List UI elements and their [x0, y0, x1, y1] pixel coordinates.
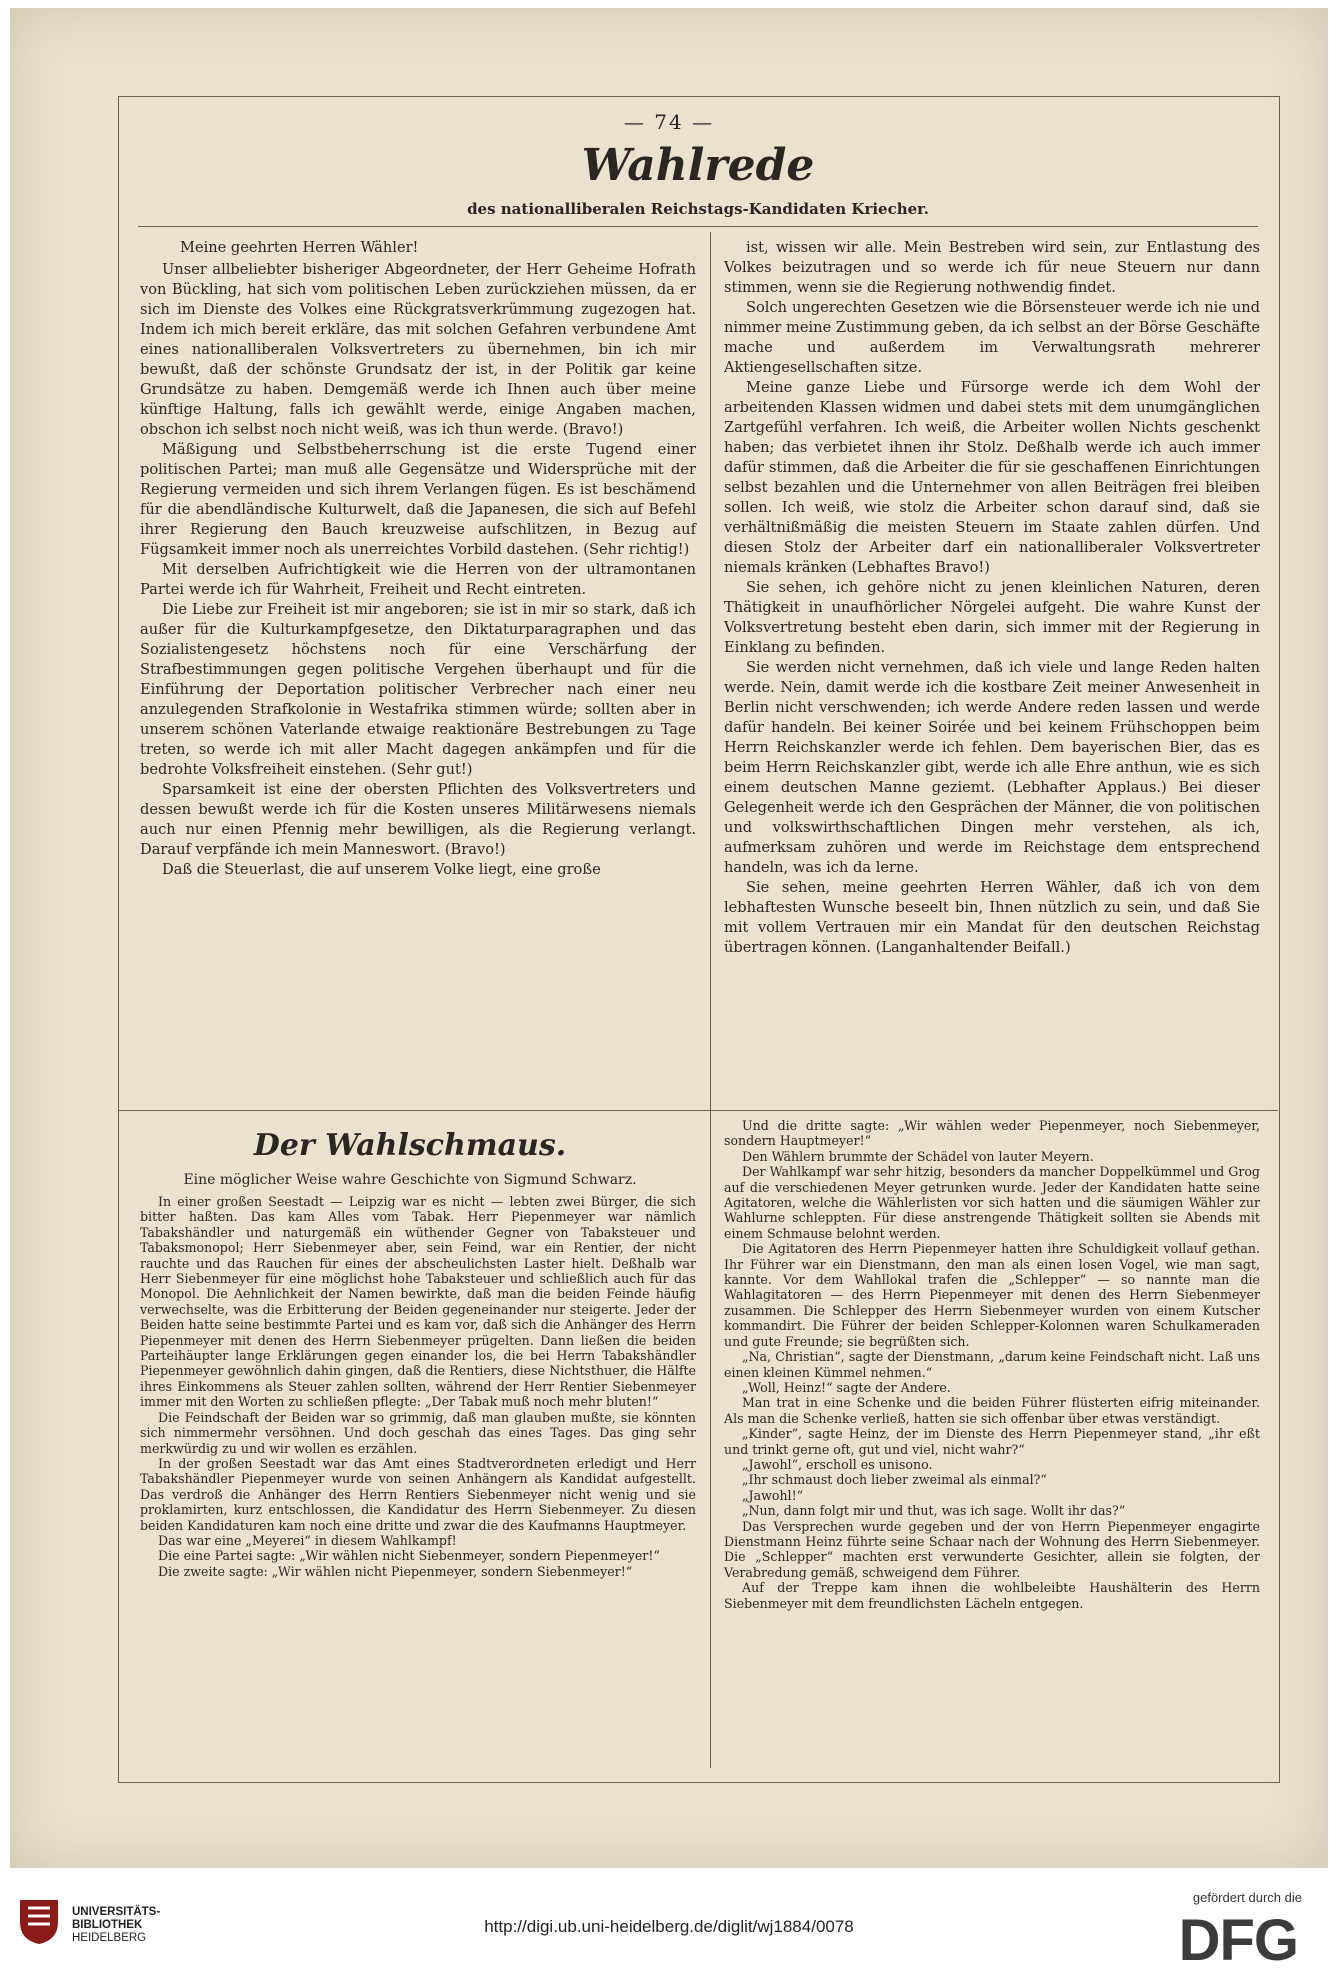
library-line-1: UNIVERSITÄTS- — [72, 1906, 161, 1918]
paragraph: ist, wissen wir alle. Mein Bestreben wird sein, zur Entlastung des Volkes beizutragen und so werde ich für neue Steuern nur dann stimmen, wenn sie die Regierung nothwendig findet. — [724, 239, 1260, 296]
paragraph: Das war eine „Meyerei“ in diesem Wahlkampf! — [158, 1532, 457, 1548]
paragraph: Sparsamkeit ist eine der obersten Pflichten des Volksvertreters und dessen bewußt werde ich für die Kosten unseres Militärwesens niemals auch nur einen Pfennig mehr bewilligen, als die Regierung verlangt. Darauf verpfände ich mein Manneswort. (Bravo!) — [140, 781, 696, 858]
column-divider-2 — [710, 1118, 711, 1768]
paragraph: „Kinder“, sagte Heinz, der im Dienste des Herrn Piepenmeyer stand, „ihr eßt und trinkt gerne oft, gut und viel, nicht wahr?“ — [724, 1426, 1260, 1457]
library-line-3: HEIDELBERG — [72, 1932, 147, 1944]
paragraph: Mit derselben Aufrichtigkeit wie die Herren von der ultramontanen Partei werde ich für Wahrheit, Freiheit und Recht eintreten. — [140, 561, 696, 598]
paragraph: Meine ganze Liebe und Fürsorge werde ich dem Wohl der arbeitenden Klassen widmen und dabei stets mit dem unumgänglichen Zartgefühl verfahren. Ich weiß, die Arbeiter wollen Nichts geschenkt haben; das verbietet ihnen ihr Stolz. Deßhalb werde ich auch immer dafür stimmen, daß die Arbeiter die für sie geschaffenen Einrichtungen selbst bezahlen und die Unternehmer von allen Beiträgen frei bleiben sollen. Ich weiß, wie stolz die Arbeiter schon darauf sind, daß sie verhältnißmäßig die meisten Steuern im Staate zahlen dürfen. Und diesen Stolz der Arbeiter darf ein nationalliberaler Volksvertreter niemals kränken (Lebhaftes Bravo!) — [724, 379, 1260, 576]
article1-right-column — [724, 238, 1260, 958]
paragraph: Und die dritte sagte: „Wir wählen weder Piepenmeyer, noch Siebenmeyer, sondern Hauptmeyer!“ — [724, 1118, 1260, 1149]
paragraph: „Ihr schmaust doch lieber zweimal als einmal?“ — [742, 1472, 1047, 1488]
paragraph: „Nun, dann folgt mir und thut, was ich sage. Wollt ihr das?“ — [742, 1503, 1126, 1519]
dfg-logo[interactable]: DFG — [1178, 1908, 1298, 1973]
paragraph: Die Liebe zur Freiheit ist mir angeboren; sie ist in mir so stark, daß ich außer für die Kulturkampfgesetze, den Diktaturparagraphen und das Sozialistengesetz höchstens noch für eine Verschärfung der Strafbestimmungen gegen politische Vergehen überhaupt und für die Einführung der Deportation politischer Verbrecher nach einer neu anzulegenden Strafkolonie in Westafrika stimmen würde; sollten aber in unserem schönen Vaterlande etwaige reaktionäre Bestrebungen zu Tage treten, so werde ich mit aller Macht dagegen ankämpfen und für die bedrohte Volksfreiheit einstehen. (Sehr gut!) — [140, 601, 696, 778]
article1-subtitle: des nationalliberalen Reichstags-Kandidaten Kriecher. — [467, 200, 929, 218]
paragraph: In der großen Seestadt war das Amt eines Stadtverordneten erledigt und Herr Tabakshändler Piepenmeyer wurde von seinen Anhängern als Kandidat aufgestellt. Das verdroß die Anhänger des Herrn Rentiers Siebenmeyer nicht wenig und sie proklamirten, kurz entschlossen, die Kandidatur des Herrn Siebenmeyer. Zu diesen beiden Kandidaturen kam noch eine dritte und zwar die des Kaufmanns Hauptmeyer. — [140, 1455, 696, 1533]
paragraph: „Woll, Heinz!“ sagte der Andere. — [742, 1379, 951, 1395]
article2-title: Der Wahlschmaus. — [253, 1128, 567, 1163]
paragraph: Den Wählern brummte der Schädel von lauter Meyern. — [742, 1148, 1094, 1164]
paragraph: „Na, Christian“, sagte der Dienstmann, „darum keine Feindschaft nicht. Laß uns einen kleinen Kümmel nehmen.“ — [724, 1349, 1260, 1380]
paragraph: In einer großen Seestadt — Leipzig war es nicht — lebten zwei Bürger, die sich bitter haßten. Das kam Alles vom Tabak. Herr Piepenmeyer war nämlich Tabakshändler und naturgemäß ein wüthender Gegner von Tabaksteuer und Tabaksmonopol; Herr Siebenmeyer aber, sein Feind, war ein Rentier, der nicht rauchte und das Rauchen für eines der abscheulichsten Laster hielt. Deßhalb war Herr Siebenmeyer für eine möglichst hohe Tabaksteuer und schließlich auch für das Monopol. Die Aehnlichkeit der Namen bewirkte, daß man die beiden Feinde häufig verwechselte, was die Erbitterung der Beiden gegeneinander nur steigerte. Jeder der Beiden hatte seine bestimmte Partei und es kam vor, daß sich die Anhänger des Herrn Piepenmeyer mit denen des Herrn Siebenmeyer prügelten. Dann ließen die beiden Parteihäupter lange Erklärungen gegen einander los, die bei Herrn Tabakshändler Piepenmeyer gewöhnlich dahin gingen, daß die Rentiers, diese Nichtsthuer, die Hälfte ihres Einkommens als Steuer zahlen sollten, während der Herr Rentier Siebenmeyer immer mit den Worten zu schließen pflegte: „Der Tabak muß noch mehr bluten!“ — [140, 1194, 696, 1410]
paragraph: Solch ungerechten Gesetzen wie die Börsensteuer werde ich nie und nimmer meine Zustimmung geben, da ich selbst an der Börse Geschäfte mache und außerdem im Verwaltungsrath mehrerer Aktiengesellschaften sitze. — [724, 299, 1260, 376]
paragraph: „Jawohl!“ — [742, 1487, 804, 1503]
paragraph: Die eine Partei sagte: „Wir wählen nicht Siebenmeyer, sondern Piepenmeyer!“ — [158, 1548, 660, 1564]
paragraph: Das Versprechen wurde gegeben und der von Herrn Piepenmeyer engagirte Dienstmann Heinz führte seine Schaar nach der Wohnung des Herrn Siebenmeyer. Die „Schlepper“ machten erst verwunderte Gesichter, allein sie folgten, der Verabredung gemäß, schweigend dem Führer. — [724, 1518, 1260, 1580]
funding-note: gefördert durch die — [1192, 1890, 1302, 1905]
paragraph: Unser allbeliebter bisheriger Abgeordneter, der Herr Geheime Hofrath von Bückling, hat sich vom politischen Leben zurückziehen müssen, da er sich im Dienste des Volkes eine Rückgratsverkrümmung zugezogen hat. Indem ich mich bereit erkläre, das mit solchen Gefahren verbundene Amt eines nationalliberalen Volksvertreters zu übernehmen, bin ich mir bewußt, daß der schönste Grundsatz der ist, in der Politik gar keine Grundsätze zu haben. Demgemäß werde ich Ihnen auch über meine künftige Haltung, falls ich gewählt werde, einige Angaben machen, obschon ich selbst noch nicht weiß, was ich thun werde. (Bravo!) — [140, 261, 696, 438]
source-url[interactable]: http://digi.ub.uni-heidelberg.de/diglit/wj1884/0078 — [484, 1917, 854, 1936]
paragraph: Die Agitatoren des Herrn Piepenmeyer hatten ihre Schuldigkeit vollauf gethan. Ihr Führer war ein Dienstmann, den man als einen losen Vogel, wie man sagt, kannte. Vor dem Wahllokal trafen die „Schlepper“ — so nannte man die Wahlagitatoren — des Herrn Piepenmeyer mit denen des Herrn Siebenmeyer zusammen. Die Schlepper des Herrn Siebenmeyer wurden von einem Kutscher kommandirt. Die Führer der beiden Schlepper-Kolonnen waren Schulkameraden und gute Freunde; sie begrüßten sich. — [724, 1241, 1260, 1349]
paragraph: Auf der Treppe kam ihnen die wohlbeleibte Haushälterin des Herrn Siebenmeyer mit dem freundlichsten Lächeln entgegen. — [724, 1580, 1260, 1611]
article1-title: Wahlrede — [581, 140, 815, 191]
article1-left-column — [140, 238, 696, 880]
paragraph: Sie werden nicht vernehmen, daß ich viele und lange Reden halten werde. Nein, damit werde ich die kostbare Zeit meiner Anwesenheit in Berlin nicht verschwenden; ich werde Andere reden lassen und werde dafür handeln. Bei keiner Soirée und bei keinem Frühschoppen beim Herrn Reichskanzler werde ich fehlen. Dem bayerischen Bier, das es beim Herrn Reichskanzler gibt, werde ich alle Ehre anthun, wie es sich einem deutschen Manne geziemt. (Lebhafter Applaus.) Bei dieser Gelegenheit werde ich den Gesprächen der Männer, die von politischen und volkswirthschaftlichen Dingen mehr verstehen, als ich, aufmerksam zuhören und werde im Reichstage dem entsprechend handeln, was ich da lerne. — [724, 659, 1260, 876]
paragraph: „Jawohl“, erscholl es unisono. — [742, 1456, 933, 1472]
title-rule — [138, 226, 1258, 227]
paragraph: Mäßigung und Selbstbeherrschung ist die erste Tugend einer politischen Partei; man muß alle Gegensätze und Widersprüche mit der Regierung vermeiden und sich ihrem Verlangen fügen. Es ist beschämend für die abendländische Kulturwelt, daß die Japanesen, die sich auf Befehl ihrer Regierung den Bauch kreuzweise aufschlitzen, in Bezug auf Fügsamkeit immer noch als unerreichtes Vorbild dastehen. (Sehr richtig!) — [140, 441, 696, 558]
paragraph: Sie sehen, meine geehrten Herren Wähler, daß ich von dem lebhaftesten Wunsche beseelt bin, Ihnen nützlich zu sein, und daß Sie mit vollem Vertrauen mir ein Mandat für den deutschen Reichstag übertragen können. (Langanhaltender Beifall.) — [724, 879, 1260, 956]
salutation: Meine geehrten Herren Wähler! — [180, 239, 419, 256]
paragraph: Der Wahlkampf war sehr hitzig, besonders da mancher Doppelkümmel und Grog auf die verschiedenen Meyer getrunken wurde. Jeder der Kandidaten hatte seine Agitatoren, welche die Wählerlisten vor sich hatten und die säumigen Wähler zur Wahlurne schleppten. Für diese anstrengende Thätigkeit sollten sie Abends mit einem Schmause belohnt werden. — [724, 1164, 1260, 1241]
section-rule — [118, 1110, 1278, 1111]
footer — [0, 1868, 1338, 1983]
article2-subtitle: Eine möglicher Weise wahre Geschichte von Sigmund Schwarz. — [183, 1172, 637, 1188]
paragraph: Daß die Steuerlast, die auf unserem Volke liegt, eine große — [162, 861, 601, 878]
paragraph: Sie sehen, ich gehöre nicht zu jenen kleinlichen Naturen, deren Thätigkeit in unaufhörlicher Nörgelei aufgeht. Die wahre Kunst der Volksvertretung besteht eben darin, sich immer mit der Regierung in Einklang zu befinden. — [724, 579, 1260, 656]
article2-right-column — [724, 1118, 1260, 1611]
paragraph: Man trat in eine Schenke und die beiden Führer flüsterten eifrig miteinander. Als man die Schenke verließ, hatten sie sich offenbar über etwas verständigt. — [724, 1395, 1260, 1426]
paragraph: Die Feindschaft der Beiden war so grimmig, daß man glauben mußte, sie könnten sich nimmermehr versöhnen. Und doch geschah das eines Tages. Das ging sehr merkwürdig zu und wir wollen es erzählen. — [140, 1409, 696, 1456]
paragraph: Die zweite sagte: „Wir wählen nicht Piepenmeyer, sondern Siebenmeyer!“ — [158, 1563, 633, 1579]
page-number: — 74 — — [623, 110, 715, 134]
article2-left-column — [140, 1194, 696, 1579]
library-line-2: BIBLIOTHEK — [72, 1919, 143, 1931]
